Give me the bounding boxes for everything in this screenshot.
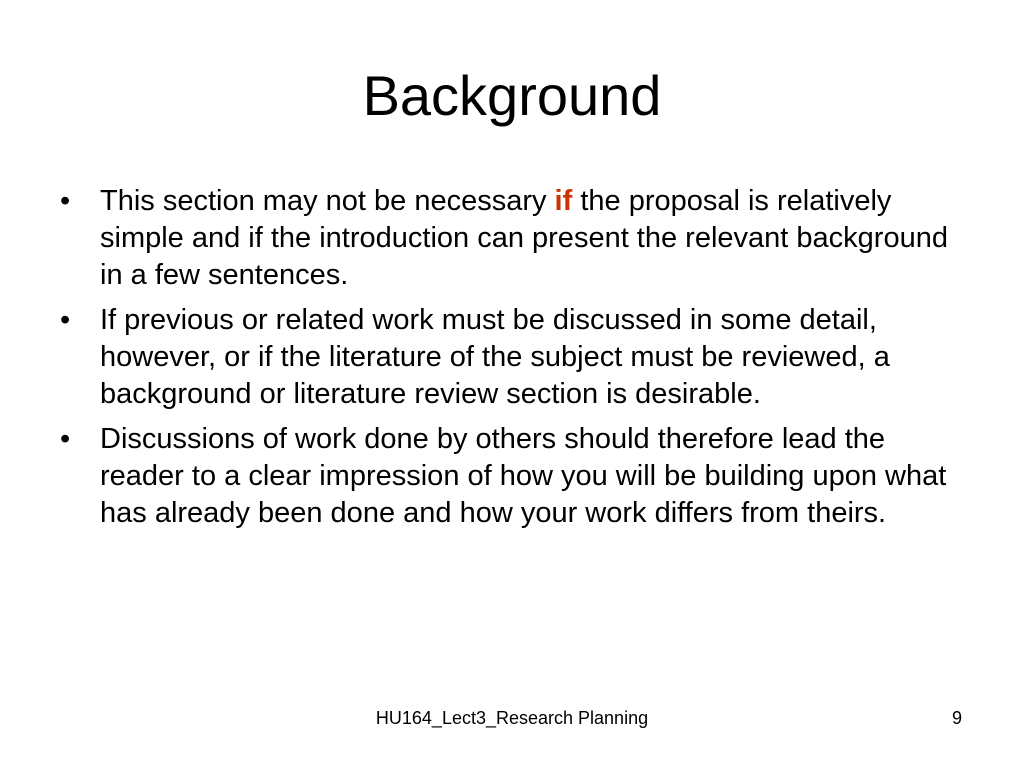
slide-title: Background [362,64,662,127]
bullet-list [60,183,970,540]
bullet-text-start: This section may not be necessary [100,185,555,217]
bullet-text-end: the proposal is relatively simple and if the introduction can present the relevant background in a few sentences. [100,185,948,291]
bullet-item-1 [60,183,970,294]
bullet-icon: • [60,304,71,336]
emphasized-word: if [554,185,573,217]
bullet-text: If previous or related work must be discussed in some detail, however, or if the literature of the subject must be reviewed, a background or literature review section is desirable. [100,304,890,410]
bullet-icon: • [60,423,71,455]
bullet-item-2 [60,302,970,413]
bullet-item-3 [60,421,970,532]
slide-footer: HU164_Lect3_Research Planning [375,708,649,728]
bullet-text: Discussions of work done by others should therefore lead the reader to a clear impression of how you will be building upon what has already been done and how your work differs from theirs. [100,423,947,529]
slide-number: 9 [951,708,962,728]
bullet-icon: • [60,185,71,217]
